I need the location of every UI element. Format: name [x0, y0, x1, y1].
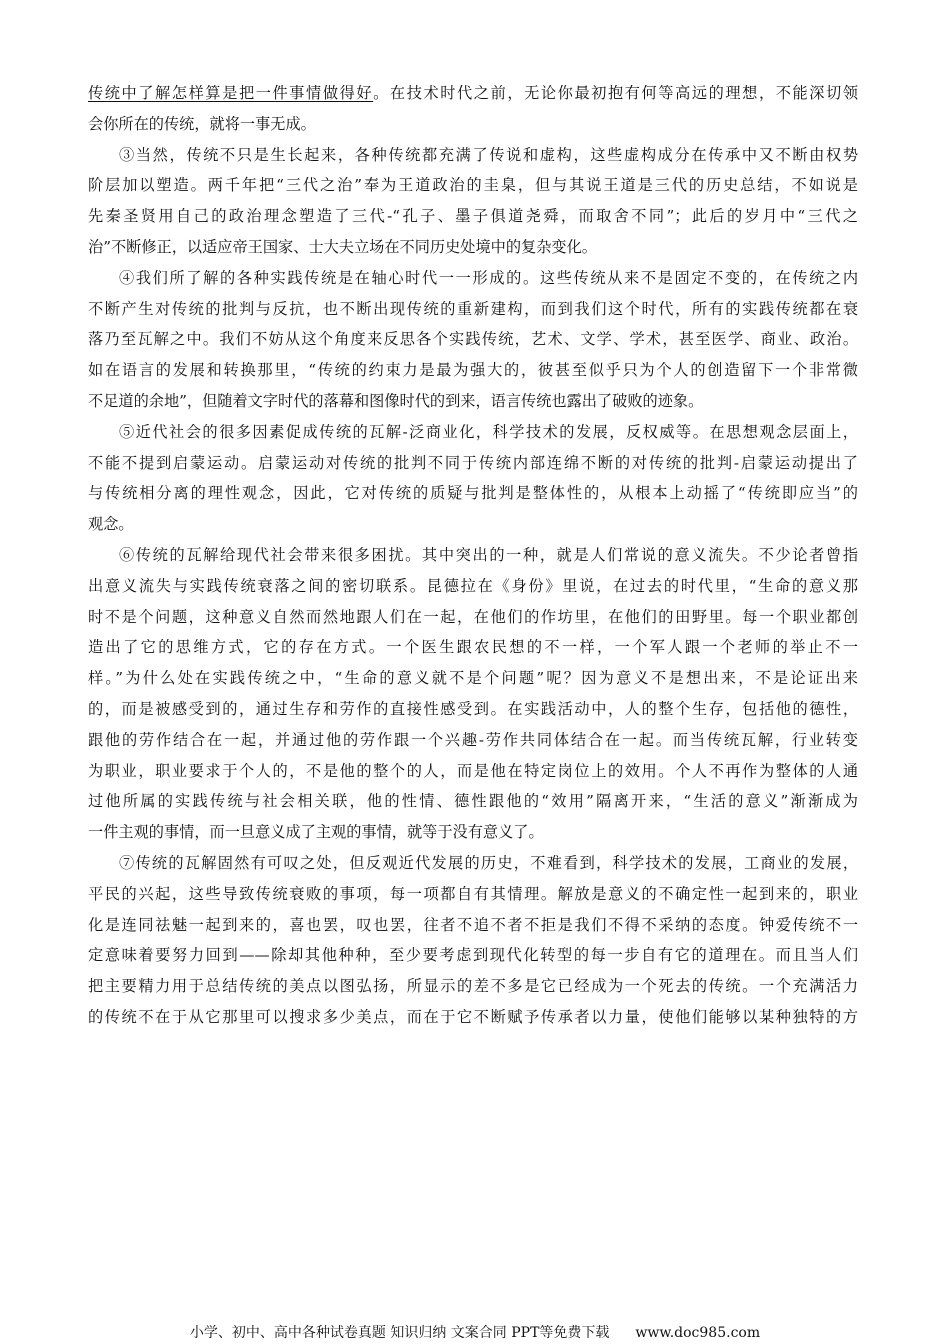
text-line: 先秦圣贤用自己的政治理念塑造了三代-“孔子、墨子俱道尧舜，而取舍不同”；此后的岁月中“三代之 — [88, 207, 858, 226]
paragraph-7 — [88, 848, 858, 1033]
page-footer — [0, 1322, 950, 1342]
footer-site-link[interactable]: www.doc985.com — [635, 1325, 761, 1341]
text-line: 为职业，职业要求于个人的，不是他的整个的人，而是他在特定岗位上的效用。个人不再作为整体的人通 — [88, 761, 858, 780]
underlined-text: 传统中了解怎样算是把一件事情做得好 — [88, 84, 374, 102]
text-line: 阶层加以塑造。两千年把“三代之治”奉为王道政治的圭臬，但与其说王道是三代的历史总结，不如说是 — [88, 176, 858, 195]
text-line: ⑦传统的瓦解固然有可叹之处，但反观近代发展的历史，不难看到，科学技术的发展，工商业的发展， — [119, 853, 858, 872]
text-line: 过他所属的实践传统与社会相关联，他的性情、德性跟他的“效用”隔离开来，“生活的意义”渐渐成为 — [88, 792, 858, 811]
text-segment: 。在技术时代之前，无论你最初抱有何等高远的理想，不能深切领 — [373, 84, 858, 102]
text-line: 不断产生对传统的批判与反抗，也不断出现传统的重新建构，而到我们这个时代，所有的实践传统都在衰 — [88, 299, 858, 318]
text-line: ④我们所了解的各种实践传统是在轴心时代一一形成的。这些传统从来不是固定不变的，在传统之内 — [119, 268, 858, 287]
paragraph-6 — [88, 540, 858, 848]
text-line: 会你所在的传统，就将一事无成。 — [88, 114, 316, 133]
paragraph-4 — [88, 263, 858, 417]
text-line: 把主要精力用于总结传统的美点以图弘扬，所显示的差不多是它已经成为一个死去的传统。一个充满活力 — [88, 977, 858, 996]
text-line: 时不是个问题，这种意义自然而然地跟人们在一起，在他们的作坊里，在他们的田野里。每一个职业都创 — [88, 607, 858, 626]
text-line: 的传统不在于从它那里可以搜求多少美点，而在于它不断赋予传承者以力量，使他们能够以某种独特的方 — [88, 1007, 858, 1026]
text-line: 出意义流失与实践传统衰落之间的密切联系。昆德拉在《身份》里说，在过去的时代里，“生命的意义那 — [88, 576, 858, 595]
text-line: ⑤近代社会的很多因素促成传统的瓦解-泛商业化，科学技术的发展，反权威等。在思想观念层面上， — [119, 422, 858, 441]
text-line: 如在语言的发展和转换那里，“传统的约束力是最为强大的，彼甚至似乎只为个人的创造留下一个非常微 — [88, 361, 858, 380]
text-line: 的，而是被感受到的，通过生存和劳作的直接性感受到。在实践活动中，人的整个生存，包括他的德性， — [88, 699, 858, 718]
text-line: 不能不提到启蒙运动。启蒙运动对传统的批判不同于传统内部连绵不断的对传统的批判-启蒙运动提出了 — [88, 453, 858, 472]
text-line: 平民的兴起，这些导致传统衰败的事项，每一项都自有其情理。解放是意义的不确定性一起到来的，职业 — [88, 884, 858, 903]
text-line: 治”不断修正，以适应帝王国家、士大夫立场在不同历史处境中的复杂变化。 — [88, 237, 597, 256]
text-line: 观念。 — [88, 515, 134, 534]
text-line: 跟他的劳作结合在一起，并通过他的劳作跟一个兴趣-劳作共同体结合在一起。而当传统瓦解，行业转变 — [88, 730, 858, 749]
text-line — [88, 78, 858, 109]
paragraph-continuation — [88, 78, 858, 140]
text-line: 定意味着要努力回到——除却其他种种，至少要考虑到现代化转型的每一步自有它的道理在。而且当人们 — [88, 946, 858, 965]
text-line: 与传统相分离的理性观念，因此，它对传统的质疑与批判是整体性的，从根本上动摇了“传统即应当”的 — [88, 484, 858, 503]
paragraph-3 — [88, 140, 858, 263]
paragraph-5 — [88, 417, 858, 540]
document-page — [88, 78, 858, 1033]
text-line: 落乃至瓦解之中。我们不妨从这个角度来反思各个实践传统，艺术、文学、学术，甚至医学、商业、政治。 — [88, 330, 858, 349]
text-line: 化是连同祛魅一起到来的，喜也罢，叹也罢，往者不追不者不拒是我们不得不采纳的态度。钟爱传统不一 — [88, 915, 858, 934]
text-line: ⑥传统的瓦解给现代社会带来很多困扰。其中突出的一种，就是人们常说的意义流失。不少论者曾指 — [119, 545, 858, 564]
text-line: 造出了它的思维方式，它的存在方式。一个医生跟农民想的不一样，一个军人跟一个老师的举止不一 — [88, 638, 858, 657]
text-line: 一件主观的事情，而一旦意义成了主观的事情，就等于没有意义了。 — [88, 823, 544, 842]
text-line: 样。”为什么处在实践传统之中，“生命的意义就不是个问题”呢？因为意义不是想出来，不是论证出来 — [88, 669, 858, 688]
text-line: ③当然，传统不只是生长起来，各种传统都充满了传说和虚构，这些虚构成分在传承中又不断由权势 — [119, 145, 858, 164]
footer-text: 小学、初中、高中各种试卷真题 知识归纳 文案合同 PPT等免费下载 — [189, 1325, 610, 1341]
text-line: 不足道的余地”，但随着文字时代的落幕和图像时代的到来，语言传统也露出了破败的迹象。 — [88, 391, 704, 410]
